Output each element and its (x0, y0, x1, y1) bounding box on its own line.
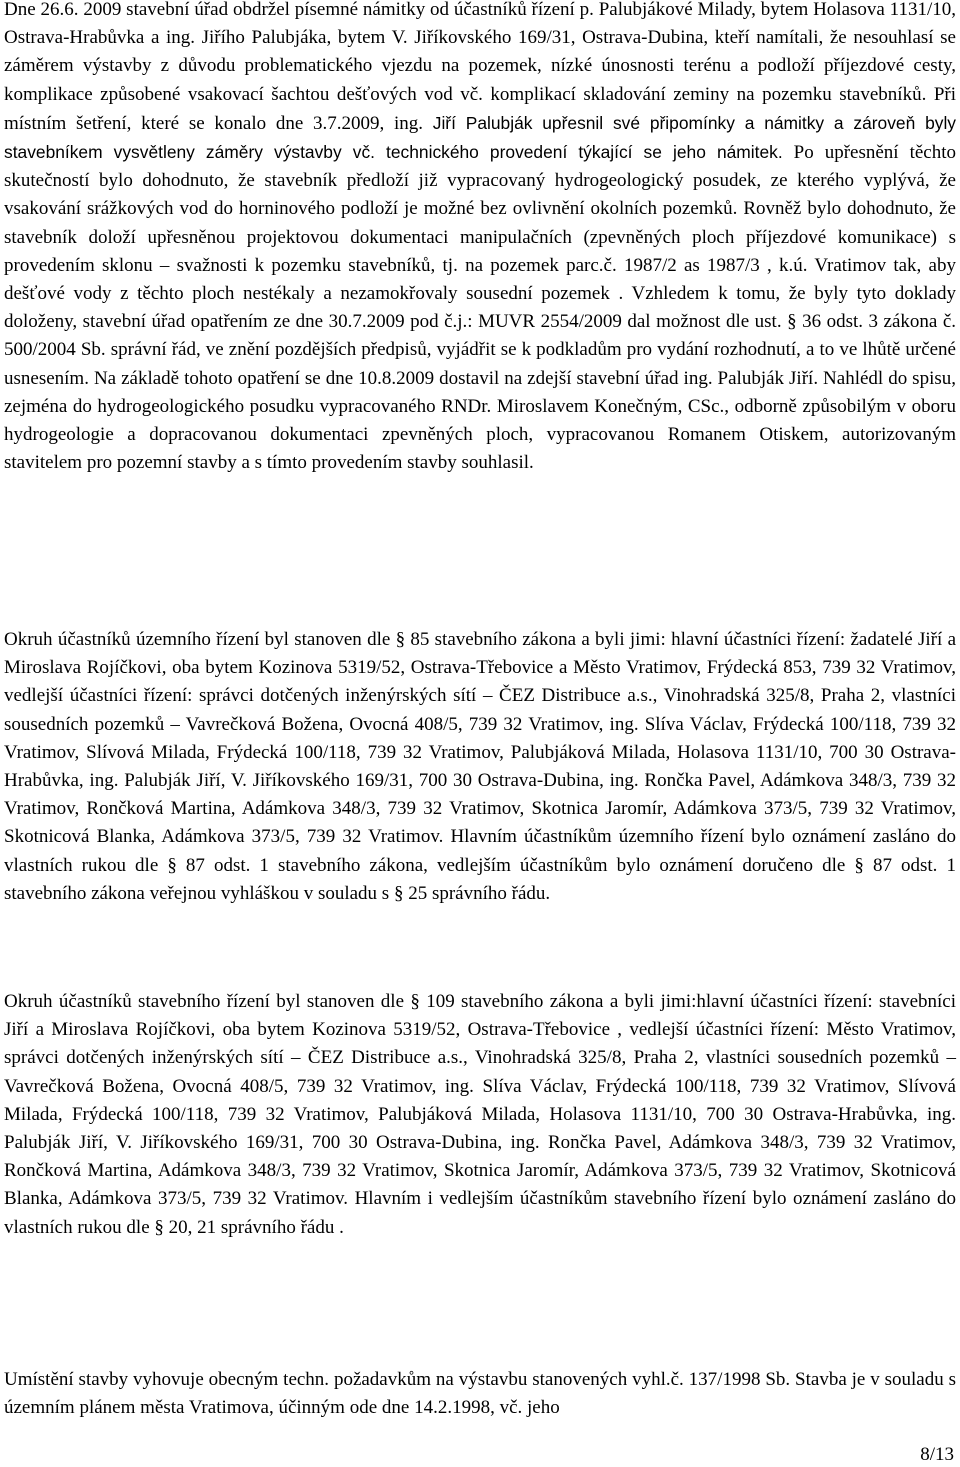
paragraph-objections-part-3: Po upřesnění těchto skutečností bylo dohodnuto, že stavebník předloží již vypracovaný hydrogeologický posudek, ze kterého vyplývá, že vsakování srážkových vod do horninového podloží je možné bez ovlivnění okolních pozemků. Rovněž bylo dohodnuto, že stavebník doloží upřesněnou projektovou dokumentaci manipulačních (zpevněných ploch příjezdové komunikace) s provedením sklonu – svažnosti k pozemku stavebníků, tj. na pozemek parc.č. 1987/2 as 1987/3 , k.ú. Vratimov tak, aby dešťové vody z těchto ploch nestékaly a nezamokřovaly sousední pozemek . Vzhledem k tomu, že byly tyto doklady doloženy, stavební úřad opatřením ze dne 30.7.2009 pod č.j.: MUVR 2554/2009 dal možnost dle ust. § 36 odst. 3 zákona č. 500/2004 Sb. správní řád, ve znění pozdějších předpisů, vyjádřit se k podkladům pro vydání rozhodnutí, a to ve lhůtě určené usnesením. Na základě tohoto opatření se dne 10.8.2009 dostavil na zdejší stavební úřad ing. Palubják Jiří. Nahlédl do spisu, zejména do hydrogeologického posudku vypracovaného RNDr. Miroslavem Konečným, CSc., odborně způsobilým v oboru hydrogeologie a dopracovanou dokumentaci zpevněných ploch, vypracovanou Romanem Otiskem, autorizovaným stavitelem pro pozemní stavby a s tímto provedením stavby souhlasil. (4, 142, 957, 474)
paragraph-zoning-participants (4, 626, 956, 908)
page-number: 8/13 (920, 1444, 954, 1465)
paragraph-objections-part-2: Jiří Palubják upřesnil své připomínky a námitky a zároveň byly stavebníkem vysvětleny záměry výstavby vč. technického provedení týkající se jeho námitek. (4, 112, 957, 163)
paragraph-placement (4, 1366, 956, 1422)
paragraph-placement-text: Umístění stavby vyhovuje obecným techn. požadavkům na výstavbu stanovených vyhl.č. 137/1998 Sb. Stavba je v souladu s územním plánem města Vratimova, účinným ode dne 14.2.1998, vč. jeho (4, 1369, 956, 1419)
paragraph-building-participants-text: Okruh účastníků stavebního řízení byl stanoven dle § 109 stavebního zákona a byli jimi:hlavní účastníci řízení: stavebníci Jiří a Miroslava Rojíčkovi, oba bytem Kozinova 5319/52, Ostrava-Třebovice , vedlejší účastníci řízení: Město Vratimov, správci dotčených inženýrských sítí – ČEZ Distribuce a.s., Vinohradská 325/8, Praha 2, vlastníci sousedních pozemků – Vavrečková Božena, Ovocná 408/5, 739 32 Vratimov, ing. Slíva Václav, Frýdecká 100/118, 739 32 Vratimov, Slívová Milada, Frýdecká 100/118, 739 32 Vratimov, Palubjáková Milada, Holasova 1131/10, 700 30 Ostrava-Hrabůvka, ing. Palubják Jiří, V. Jiříkovského 169/31, 700 30 Ostrava-Dubina, ing. Rončka Pavel, Adámkova 348/3, 739 32 Vratimov, Rončková Martina, Adámkova 348/3, 739 32 Vratimov, Skotnica Jaromír, Adámkova 373/5, 739 32 Vratimov, Skotnicová Blanka, Adámkova 373/5, 739 32 Vratimov. Hlavním i vedlejším účastníkům stavebního řízení bylo oznámení zasláno do vlastních rukou dle § 20, 21 správního řádu . (4, 991, 956, 1238)
paragraph-building-participants (4, 988, 956, 1242)
paragraph-zoning-participants-text: Okruh účastníků územního řízení byl stanoven dle § 85 stavebního zákona a byli jimi: hlavní účastníci řízení: žadatelé Jiří a Miroslava Rojíčkovi, oba bytem Kozinova 5319/52, Ostrava-Třebovice a Město Vratimov, Frýdecká 853, 739 32 Vratimov, vedlejší účastníci řízení: správci dotčených inženýrských sítí – ČEZ Distribuce a.s., Vinohradská 325/8, Praha 2, vlastníci sousedních pozemků – Vavrečková Božena, Ovocná 408/5, 739 32 Vratimov, ing. Slíva Václav, Frýdecká 100/118, 739 32 Vratimov, Slívová Milada, Frýdecká 100/118, 739 32 Vratimov, Palubjáková Milada, Holasova 1131/10, 700 30 Ostrava-Hrabůvka, ing. Palubják Jiří, V. Jiříkovského 169/31, 700 30 Ostrava-Dubina, ing. Rončka Pavel, Adámkova 348/3, 739 32 Vratimov, Rončková Martina, Adámkova 348/3, 739 32 Vratimov, Skotnica Jaromír, Adámkova 373/5, 739 32 Vratimov, Skotnicová Blanka, Adámkova 373/5, 739 32 Vratimov. Hlavním účastníkům územního řízení bylo oznámení zasláno do vlastních rukou dle § 87 odst. 1 stavebního zákona, vedlejším účastníkům bylo oznámení doručeno dle § 87 odst. 1 stavebního zákona veřejnou vyhláškou v souladu s § 25 správního řádu. (4, 629, 956, 904)
paragraph-objections-part-1: Dne 26.6. 2009 stavební úřad obdržel písemné námitky od účastníků řízení p. Palubjákové Milady, bytem Holasova 1131/10, Ostrava-Hrabůvka a ing. Jiřího Palubjáka, bytem V. Jiříkovského 169/31, Ostrava-Dubina, kteří namítali, že nesouhlasí se záměrem výstavby z důvodu problematického vjezdu na pozemek, nízké únosnosti terénu a podloží příjezdové cesty, komplikace způsobené vsakovací šachtou dešťových vod vč. komplikací skladování zeminy na pozemku stavebníků. Při místním šetření, které se konalo dne 3.7.2009, ing. (4, 0, 956, 134)
paragraph-objections (4, 0, 956, 477)
